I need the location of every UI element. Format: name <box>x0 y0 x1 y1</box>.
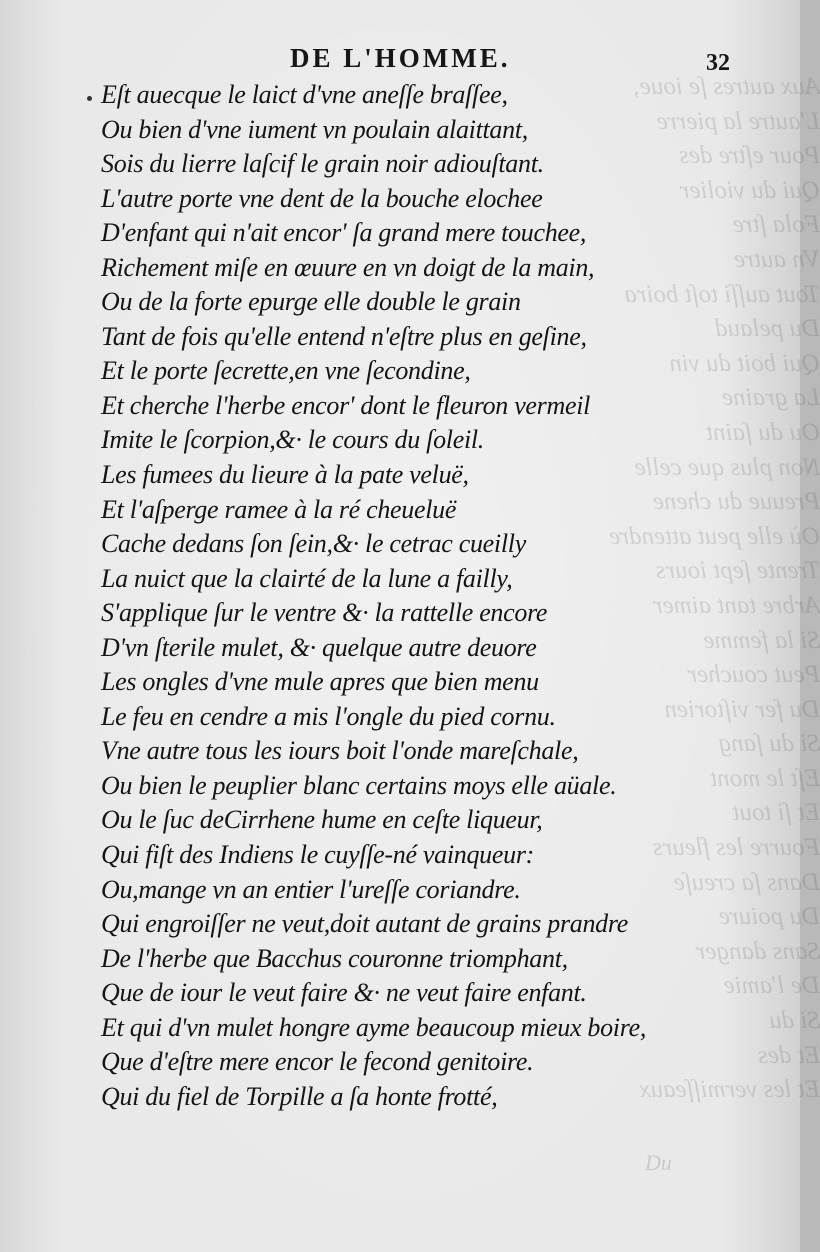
running-head: DE L'HOMME. <box>290 43 511 73</box>
verse-line: Vne autre tous les iours boit l'onde mareſchale, <box>101 736 579 766</box>
verse-list <box>101 78 701 1114</box>
verse-line: Le feu en cendre a mis l'ongle du pied cornu. <box>101 701 556 731</box>
verse-line: Imite le ſcorpion,&· le cours du ſoleil. <box>101 425 484 455</box>
verse-line: Sois du lierre laſcif le grain noir adiouſtant. <box>101 149 544 179</box>
verse-line: S'applique ſur le ventre &· la rattelle encore <box>101 598 548 628</box>
verse-line: Et l'aſperge ramee à la ré cheueluë <box>101 494 457 524</box>
show-through-text: Aux autres ſe ioue, L'autre la pierre Pour eſtre des Qui du violier Fola ſtre Vn autre Tout auſſi toſt boira Du pelaud Qui boit du vin La graine Ou du ſaint Non plus que celle Preuue du chene Où elle peut attendre Trente ſept iours Arbre tant aimer Si la femme Peut coucher Du fer viſtorien Si du ſang Eſt le mont Et ſi tout Fourre les fleurs Dans ſa creuſe Du poiure Sans danger De l'amie Si du Et des Et les vermiſſeaux <box>609 73 820 1104</box>
verse-line: Eſt auecque le laict d'vne aneſſe braſſee, <box>101 80 508 109</box>
verse-line: D'enfant qui n'ait encor' ſa grand mere touchee, <box>101 218 587 248</box>
verse-line: Cache dedans ſon ſein,&· le cetrac cueilly <box>101 529 526 559</box>
verse-line: Que de iour le veut faire &· ne veut faire enfant. <box>101 978 587 1008</box>
verse-line: Ou le ſuc deCirrhene hume en ceſte liqueur, <box>101 805 543 835</box>
verse-line: Ou bien le peuplier blanc certains moys elle aüale. <box>101 770 617 800</box>
verse-line: Ou bien d'vne iument vn poulain alaittant, <box>101 114 528 144</box>
verse-line: D'vn ſterile mulet, &· quelque autre deuore <box>101 632 537 662</box>
verse-line: Et le porte ſecrette,en vne ſecondine, <box>101 356 471 386</box>
verse-line: Et cherche l'herbe encor' dont le fleuron vermeil <box>101 390 591 420</box>
verse-line: Qui fiſt des Indiens le cuyſſe-né vainqueur: <box>101 840 535 870</box>
verse-line: De l'herbe que Bacchus couronne triomphant, <box>101 943 568 973</box>
verse-line: Tant de fois qu'elle entend n'eſtre plus en geſine, <box>101 321 587 351</box>
verse-line: Richement miſe en œuure en vn doigt de la main, <box>101 252 595 282</box>
show-through-catchword: Du <box>645 1150 672 1175</box>
printer-mark <box>87 96 92 101</box>
verse-line: L'autre porte vne dent de la bouche elochee <box>101 183 543 213</box>
page-number: 32 <box>706 50 730 76</box>
verse-line: Et qui d'vn mulet hongre ayme beaucoup mieux boire, <box>101 1012 647 1042</box>
verse-line: Les ongles d'vne mule apres que bien menu <box>101 667 539 697</box>
verse-line: Ou de la forte epurge elle double le grain <box>101 287 521 317</box>
verse-line: Que d'eſtre mere encor le fecond genitoire. <box>101 1047 534 1077</box>
verse-line: Les fumees du lieure à la pate veluë, <box>101 460 469 490</box>
verse-line: Qui engroiſſer ne veut,doit autant de grains prandre <box>101 909 628 939</box>
verse-line: Qui du fiel de Torpille a ſa honte frotté, <box>101 1081 498 1111</box>
verse-line: La nuict que la clairté de la lune a failly, <box>101 563 513 593</box>
verse-line: Ou,mange vn an entier l'ureſſe coriandre. <box>101 874 521 904</box>
